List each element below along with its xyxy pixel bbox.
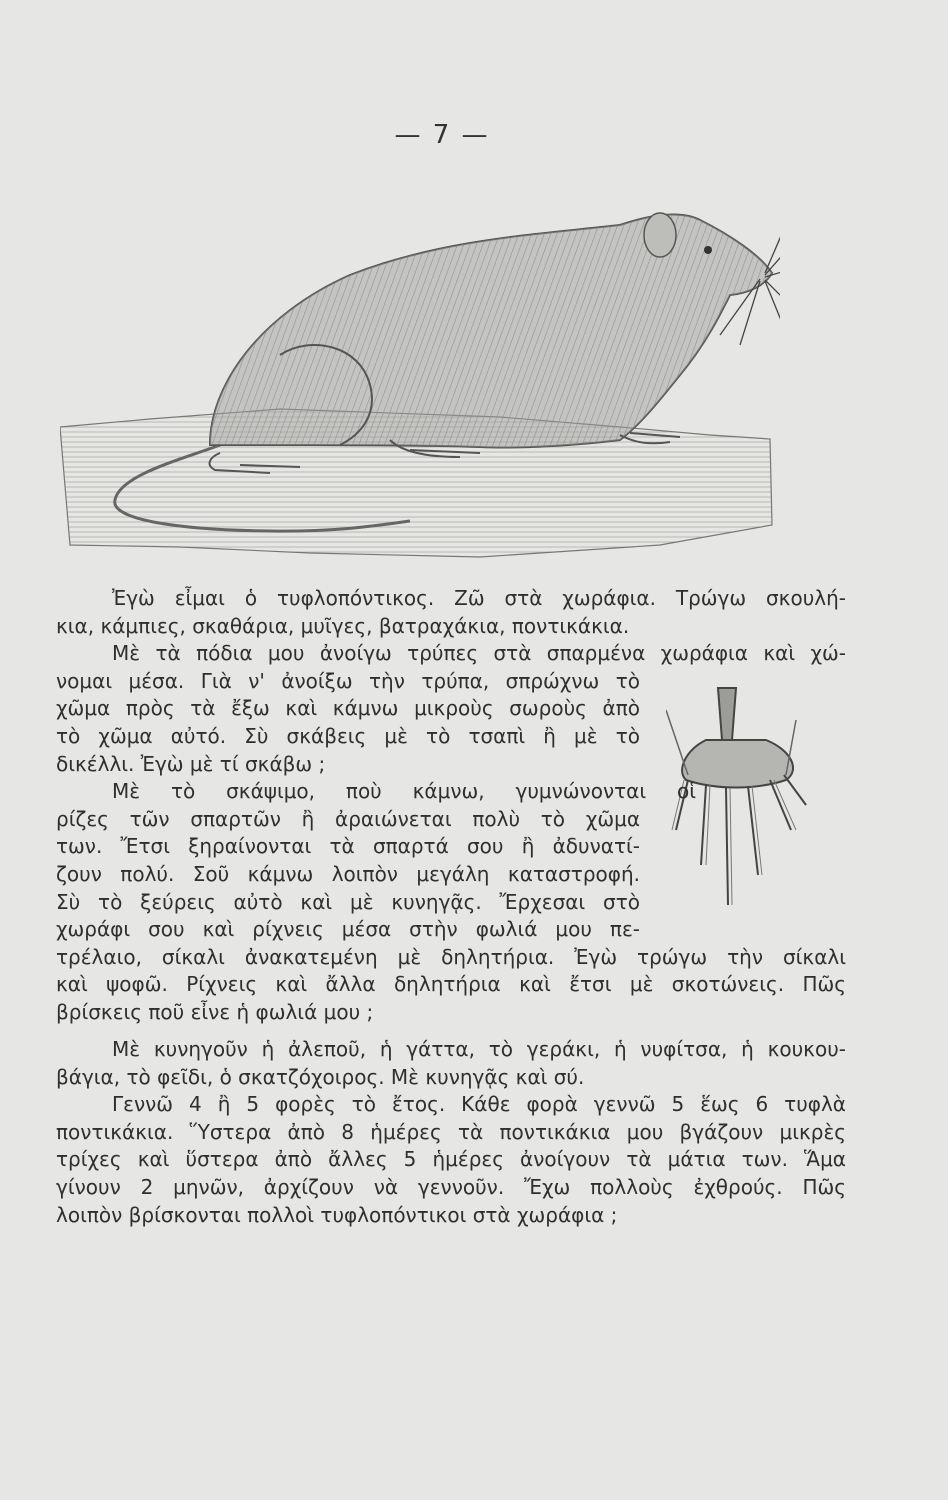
text-line: χῶμα πρὸς τὰ ἔξω καὶ κάμνω μικροὺς σωροὺς ἀπὸ xyxy=(56,696,640,721)
text-line: Σὺ τὸ ξεύρεις αὐτὸ καὶ μὲ κυνηγᾷς. Ἔρχεσαι στὸ xyxy=(56,889,640,914)
text-line: δικέλλι. Ἐγὼ μὲ τί σκάβω ; xyxy=(56,751,326,776)
text-line: νομαι μέσα. Γιὰ ν' ἀνοίξω τὴν τρύπα, σπρώχνω τὸ xyxy=(56,668,640,693)
text-line: καὶ ψοφῶ. Ρίχνεις καὶ ἄλλα δηλητήρια καὶ ἔτσι μὲ σκοτώνεις. Πῶς xyxy=(56,972,846,997)
text-line: τὸ χῶμα αὐτό. Σὺ σκάβεις μὲ τὸ τσαπὶ ἢ μὲ τὸ xyxy=(56,723,640,748)
text-line: Μὲ τὸ σκάψιμο, ποὺ κάμνω, γυμνώνονται οἱ xyxy=(112,779,696,804)
text-line: Μὲ κυνηγοῦν ἡ ἀλεποῦ, ἡ γάττα, τὸ γεράκι, ἡ νυφίτσα, ἡ κουκου- xyxy=(112,1037,846,1061)
text-line: ζουν πολύ. Σοῦ κάμνω λοιπὸν μεγάλη καταστροφή. xyxy=(56,861,640,886)
text-line: ποντικάκια. Ὕστερα ἀπὸ 8 ἡμέρες τὰ ποντικάκια μου βγάζουν μικρὲς xyxy=(56,1119,846,1144)
page-number: — 7 — xyxy=(394,120,490,150)
paragraph-block-1 xyxy=(56,585,846,1027)
text-line: τρίχες καὶ ὕστερα ἀπὸ ἄλλες 5 ἡμέρες ἀνοίγουν τὰ μάτια των. Ἅμα xyxy=(56,1147,846,1172)
text-line: Ἐγὼ εἶμαι ὁ τυφλοπόντικος. Ζῶ στὰ χωράφια. Τρώγω σκουλή- xyxy=(112,586,846,610)
text-line: ρίζες τῶν σπαρτῶν ἢ ἀραιώνεται πολὺ τὸ χῶμα xyxy=(56,806,640,831)
text-line: βάγια, τὸ φεῖδι, ὁ σκατζόχοιρος. Μὲ κυνηγᾷς καὶ σύ. xyxy=(56,1064,585,1089)
text-line: Μὲ τὰ πόδια μου ἀνοίγω τρύπες στὰ σπαρμένα χωράφια καὶ χώ- xyxy=(112,641,846,666)
text-line: κια, κάμπιες, σκαθάρια, μυῖγες, βατραχάκια, ποντικάκια. xyxy=(56,613,630,638)
text-line: Γεννῶ 4 ἢ 5 φορὲς τὸ ἔτος. Κάθε φορὰ γεννῶ 5 ἕως 6 τυφλὰ xyxy=(112,1092,846,1117)
mole-illustration xyxy=(60,195,780,570)
text-line: χωράφι σου καὶ ρίχνεις μέσα στὴν φωλιά μου πε- xyxy=(56,917,640,942)
text-line: τρέλαιο, σίκαλι ἀνακατεμένη μὲ δηλητήρια. Ἐγὼ τρώγω τὴν σίκαλι xyxy=(56,944,846,969)
text-line: βρίσκεις ποῦ εἶνε ἡ φωλιά μου ; xyxy=(56,999,374,1024)
text-line: των. Ἔτσι ξηραίνονται τὰ σπαρτά σου ἢ ἀδυνατί- xyxy=(56,834,640,859)
text-line: γίνουν 2 μηνῶν, ἀρχίζουν νὰ γεννοῦν. Ἔχω πολλοὺς ἐχθρούς. Πῶς xyxy=(56,1174,846,1199)
text-line: λοιπὸν βρίσκονται πολλοὶ τυφλοπόντικοι στὰ χωράφια ; xyxy=(56,1202,618,1227)
paragraph-block-2 xyxy=(56,1036,846,1229)
